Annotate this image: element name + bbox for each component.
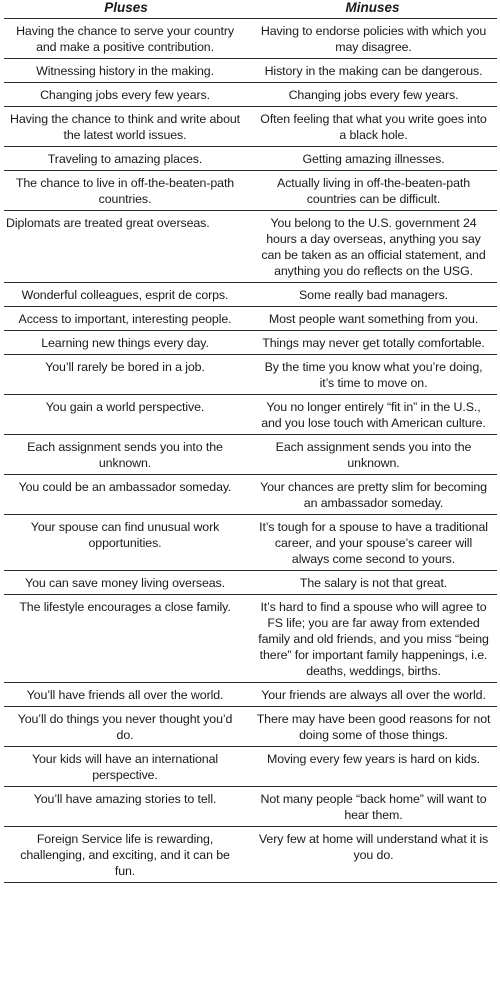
minus-cell: Often feeling that what you write goes into a black hole. xyxy=(248,107,497,147)
plus-cell: Your kids will have an international perspective. xyxy=(4,747,248,787)
table-row xyxy=(4,355,497,395)
plus-cell: You’ll have amazing stories to tell. xyxy=(4,787,248,827)
plus-cell: You’ll do things you never thought you’d do. xyxy=(4,707,248,747)
plus-cell: You’ll rarely be bored in a job. xyxy=(4,355,248,395)
table-body xyxy=(4,19,497,883)
minus-cell: Your friends are always all over the world. xyxy=(248,683,497,707)
minus-cell: Most people want something from you. xyxy=(248,307,497,331)
plus-cell: Learning new things every day. xyxy=(4,331,248,355)
table-row xyxy=(4,171,497,211)
plus-cell: Access to important, interesting people. xyxy=(4,307,248,331)
plus-cell: Witnessing history in the making. xyxy=(4,59,248,83)
minus-cell: Having to endorse policies with which you may disagree. xyxy=(248,19,497,59)
table-row xyxy=(4,707,497,747)
table-row xyxy=(4,211,497,283)
table-row xyxy=(4,331,497,355)
minus-cell: By the time you know what you’re doing, it’s time to move on. xyxy=(248,355,497,395)
minus-cell: The salary is not that great. xyxy=(248,571,497,595)
table-row xyxy=(4,827,497,883)
minus-cell: Your chances are pretty slim for becoming an ambassador someday. xyxy=(248,475,497,515)
plus-cell: Having the chance to think and write about the latest world issues. xyxy=(4,107,248,147)
pluses-minuses-table xyxy=(4,0,497,883)
header-row xyxy=(4,0,497,19)
minuses-header: Minuses xyxy=(345,0,400,15)
table-row xyxy=(4,475,497,515)
table-row xyxy=(4,59,497,83)
plus-cell: Wonderful colleagues, esprit de corps. xyxy=(4,283,248,307)
minus-cell: Not many people “back home” will want to hear them. xyxy=(248,787,497,827)
table-row xyxy=(4,107,497,147)
plus-cell: You’ll have friends all over the world. xyxy=(4,683,248,707)
minus-cell: Changing jobs every few years. xyxy=(248,83,497,107)
table-row xyxy=(4,595,497,683)
table-row xyxy=(4,571,497,595)
table-row xyxy=(4,83,497,107)
minus-cell: Some really bad managers. xyxy=(248,283,497,307)
table-row xyxy=(4,515,497,571)
minus-cell: Actually living in off-the-beaten-path countries can be difficult. xyxy=(248,171,497,211)
table-row xyxy=(4,747,497,787)
minus-cell: History in the making can be dangerous. xyxy=(248,59,497,83)
minus-cell: It’s hard to find a spouse who will agree to FS life; you are far away from extended family and old friends, and you miss “being there” for important family happenings, i.e. deaths, weddings, births. xyxy=(248,595,497,683)
table-row xyxy=(4,435,497,475)
plus-cell: You gain a world perspective. xyxy=(4,395,248,435)
minus-cell: It’s tough for a spouse to have a traditional career, and your spouse’s career will always come second to yours. xyxy=(248,515,497,571)
table-row xyxy=(4,683,497,707)
minus-cell: Very few at home will understand what it is you do. xyxy=(248,827,497,883)
pluses-header: Pluses xyxy=(104,0,148,15)
minus-cell: Things may never get totally comfortable. xyxy=(248,331,497,355)
plus-cell: Changing jobs every few years. xyxy=(4,83,248,107)
plus-cell: Each assignment sends you into the unknown. xyxy=(4,435,248,475)
table-row xyxy=(4,19,497,59)
plus-cell: You could be an ambassador someday. xyxy=(4,475,248,515)
plus-cell: Your spouse can find unusual work opportunities. xyxy=(4,515,248,571)
plus-cell: You can save money living overseas. xyxy=(4,571,248,595)
plus-cell: Having the chance to serve your country and make a positive contribution. xyxy=(4,19,248,59)
minus-cell: There may have been good reasons for not doing some of those things. xyxy=(248,707,497,747)
minus-cell: Moving every few years is hard on kids. xyxy=(248,747,497,787)
plus-cell: Traveling to amazing places. xyxy=(4,147,248,171)
plus-cell: The lifestyle encourages a close family. xyxy=(4,595,248,683)
plus-cell: Diplomats are treated great overseas. xyxy=(4,211,248,283)
table-row xyxy=(4,395,497,435)
minus-cell: Each assignment sends you into the unknown. xyxy=(248,435,497,475)
minus-cell: You belong to the U.S. government 24 hours a day overseas, anything you say can be taken as an official statement, and anything you do reflects on the USG. xyxy=(248,211,497,283)
minus-cell: Getting amazing illnesses. xyxy=(248,147,497,171)
minus-cell: You no longer entirely “fit in” in the U.S., and you lose touch with American culture. xyxy=(248,395,497,435)
table-row xyxy=(4,787,497,827)
table-row xyxy=(4,147,497,171)
plus-cell: The chance to live in off-the-beaten-path countries. xyxy=(4,171,248,211)
table-row xyxy=(4,283,497,307)
table-row xyxy=(4,307,497,331)
plus-cell: Foreign Service life is rewarding, challenging, and exciting, and it can be fun. xyxy=(4,827,248,883)
